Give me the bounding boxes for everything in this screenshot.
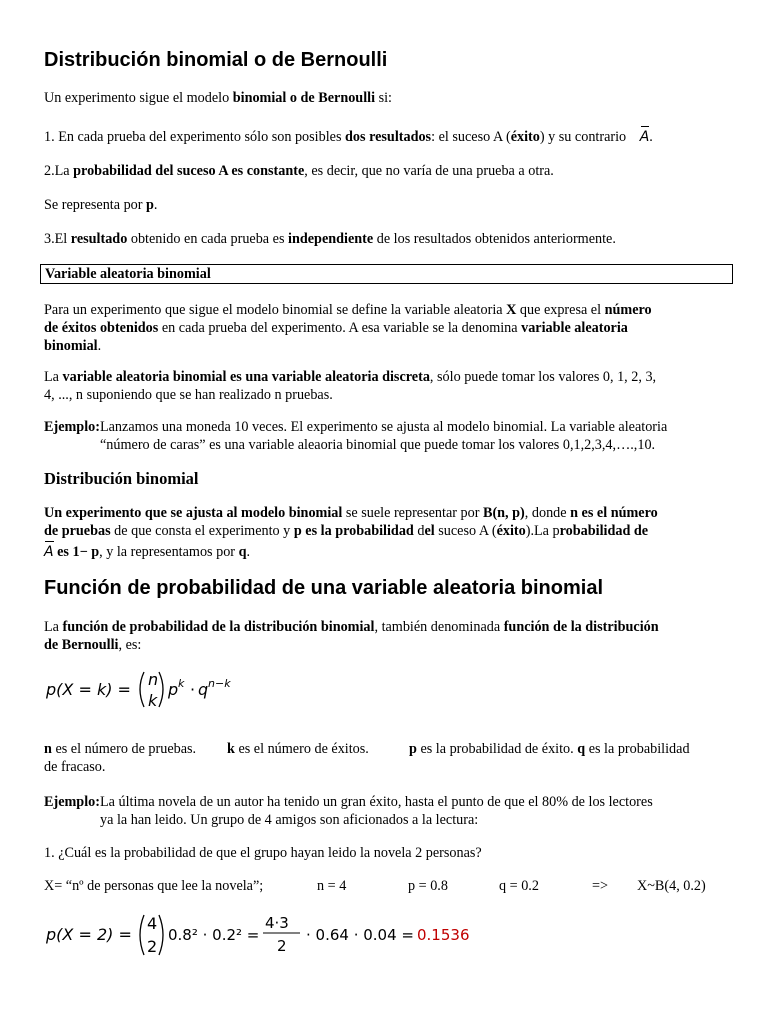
section-box-heading	[40, 264, 733, 284]
binomial-bottom: 2	[147, 937, 158, 956]
formula2-lhs: p(X = 2) =	[46, 925, 132, 944]
a-complement-symbol: A	[639, 129, 650, 145]
variable-definitions: n es el número de pruebas. k es el número de éxitos. p es la probabilidad de éxito. q es la probabilidad de fracaso.	[44, 741, 690, 775]
paragraph-discrete-variable: La variable aleatoria binomial es una variable aleatoria discreta, sólo puede tomar los valores 0, 1, 2, 3, 4, ..., n suponiendo que se han realizado n pruebas.	[44, 369, 657, 403]
example-1: Ejemplo:Lanzamos una moneda 10 veces. El experimento se ajusta al modelo binomial. La variable aleatoria “número de caras” es una variable aleaoria binomial que puede tomar los valores 0,1,2,3,4,….,10.	[44, 419, 668, 453]
paragraph-probability-function: La función de probabilidad de la distribución binomial, también denominada función de la distribución de Bernoulli, es:	[44, 619, 659, 653]
section-title-probability-function: Función de probabilidad de una variable aleatoria binomial	[44, 577, 603, 599]
formula2-powers: 0.8² · 0.2² =	[168, 926, 260, 944]
condition-1: 1. En cada prueba del experimento sólo son posibles dos resultados: el suceso A (éxito) y su contrario A.	[44, 129, 653, 145]
formula2-rest: · 0.64 · 0.04 =	[306, 926, 414, 944]
binomial-top: n	[148, 670, 159, 689]
binomial-probability-formula	[44, 664, 264, 714]
representation-line: Se representa por p.	[44, 197, 158, 213]
fraction-numerator: 4·3	[265, 914, 289, 932]
condition-2: 2.La probabilidad del suceso A es constante, es decir, que no varía de una prueba a otra.	[44, 163, 554, 179]
box-title: Variable aleatoria binomial	[45, 266, 211, 282]
example-2: Ejemplo:La última novela de un autor ha tenido un gran éxito, hasta el punto de que el 80% de los lectores ya la han leido. Un grupo de 4 amigos son aficionados a la lectura:	[44, 794, 653, 828]
example-calculation-formula	[44, 910, 504, 960]
formula-lhs: p(X = k) =	[46, 680, 131, 699]
binomial-top: 4	[147, 914, 158, 933]
parameters-line: X= “nº de personas que lee la novela”; n = 4 p = 0.8 q = 0.2 => X~B(4, 0.2)	[44, 878, 706, 894]
paragraph-binomial-notation: Un experimento que se ajusta al modelo binomial se suele representar por B(n, p), donde n es el número de pruebas de que consta el experimento y p es la probabilidad del suceso A (éxito).La probabilidad de A es 1− p, y la representamos por q.	[44, 505, 658, 560]
p-exponent: k	[178, 677, 185, 690]
binomial-bottom: k	[148, 691, 158, 710]
intro-line: Un experimento sigue el modelo binomial o de Bernoulli si:	[44, 90, 392, 106]
fraction-denominator: 2	[277, 937, 287, 955]
a-complement-symbol: A	[44, 544, 54, 560]
section-subtitle: Distribución binomial	[44, 469, 199, 488]
left-paren	[140, 915, 144, 955]
page-title: Distribución binomial o de Bernoulli	[44, 49, 388, 71]
right-paren	[159, 672, 163, 707]
formula2-result: 0.1536	[417, 926, 470, 944]
q-exponent: n−k	[208, 677, 231, 690]
left-paren	[140, 672, 144, 707]
dot-operator: ·	[190, 680, 196, 699]
right-paren	[159, 915, 163, 955]
paragraph-variable-definition: Para un experimento que sigue el modelo binomial se define la variable aleatoria X que expresa el número de éxitos obtenidos en cada prueba del experimento. A esa variable se la denomina variable aleatoria binomial.	[44, 302, 652, 354]
question-1: 1. ¿Cuál es la probabilidad de que el grupo hayan leido la novela 2 personas?	[44, 845, 482, 861]
q-symbol: q	[198, 680, 209, 699]
condition-3: 3.El resultado obtenido en cada prueba es independiente de los resultados obtenidos anteriormente.	[44, 231, 616, 247]
p-symbol: p	[168, 680, 179, 699]
